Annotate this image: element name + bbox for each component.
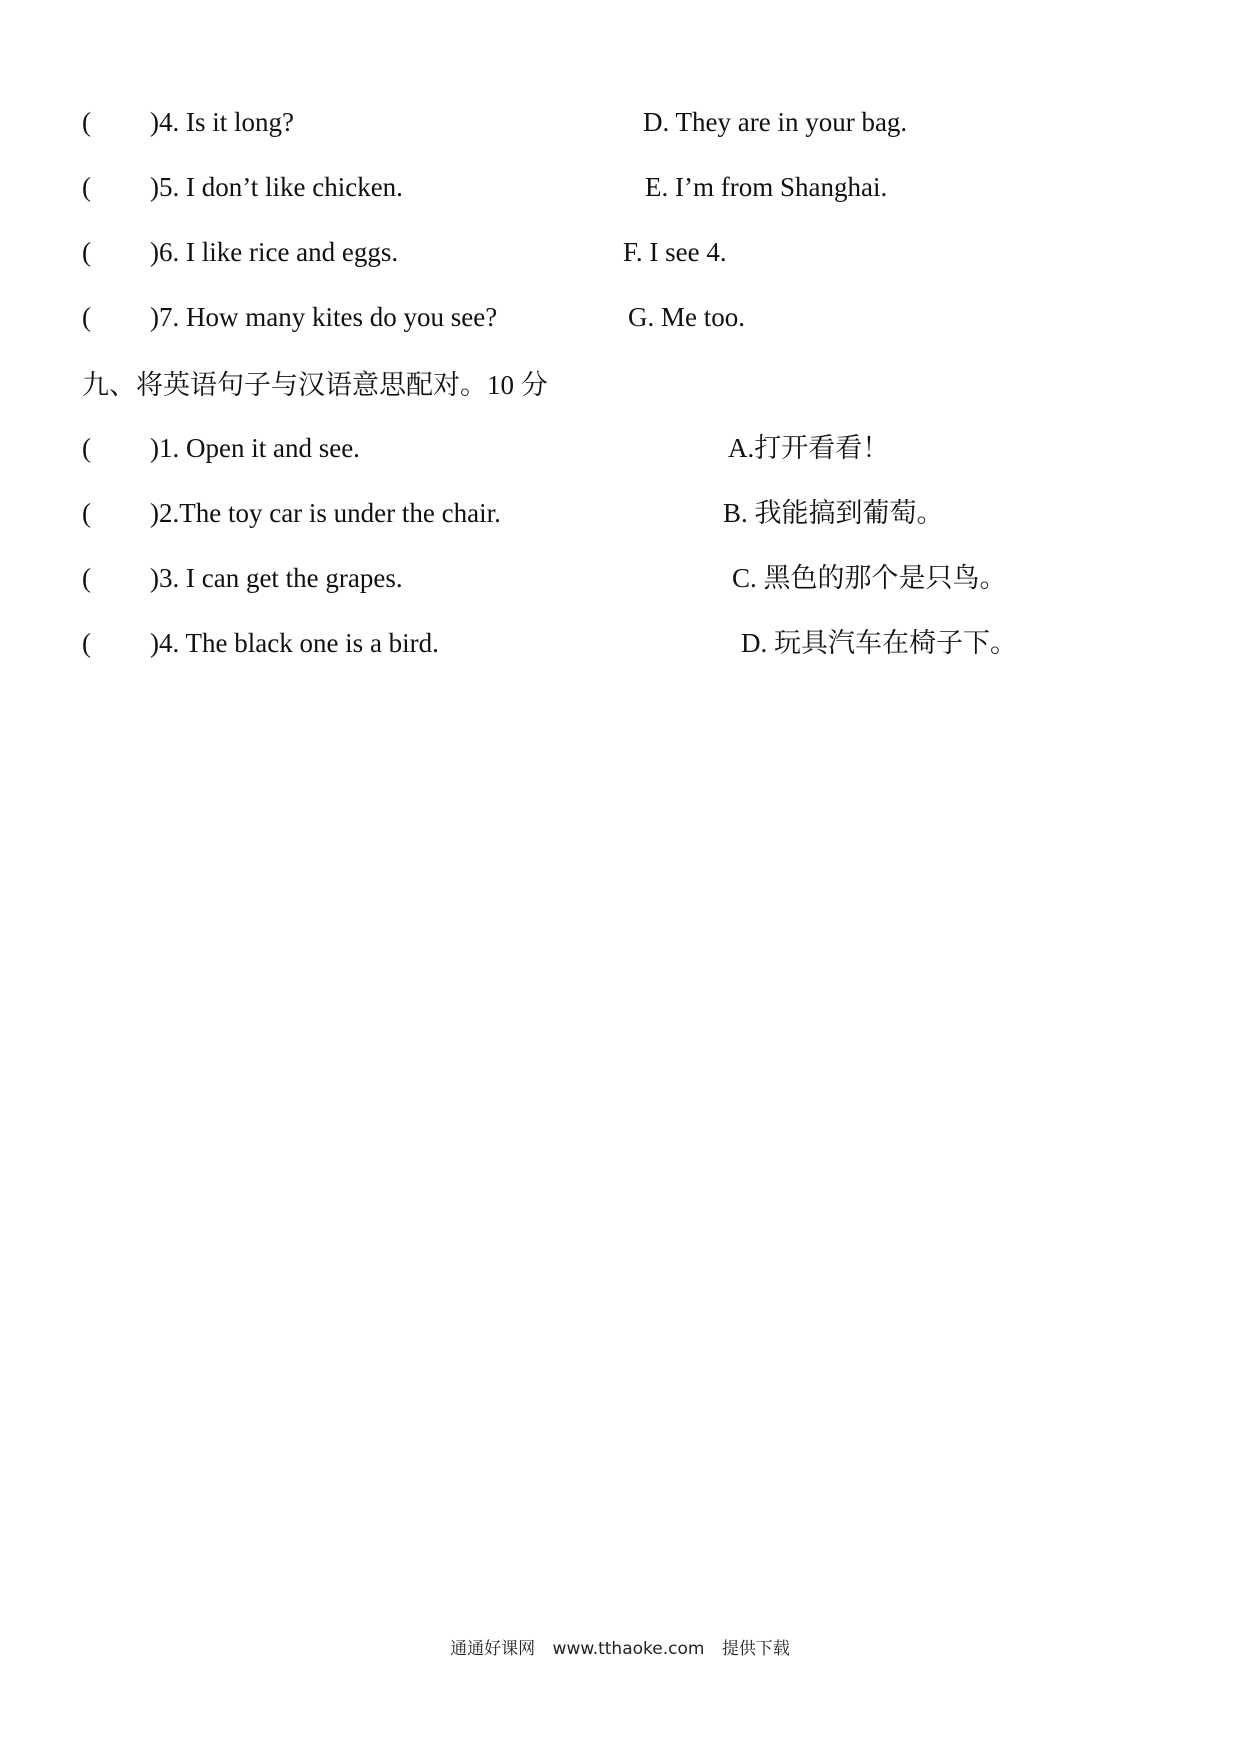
question-text: )6. I like rice and eggs. xyxy=(150,237,399,267)
answer-paren: ( xyxy=(82,107,91,137)
answer-option: F. I see 4. xyxy=(623,237,727,267)
footer-url[interactable]: www.tthaoke.com xyxy=(552,1639,705,1659)
answer-paren: ( xyxy=(82,237,91,267)
answer-option: E. I’m from Shanghai. xyxy=(645,172,888,202)
answer-option: B. 我能搞到葡萄。 xyxy=(723,498,944,528)
matching-row xyxy=(0,428,1240,468)
question-text: )4. Is it long? xyxy=(150,107,294,137)
answer-paren: ( xyxy=(82,498,91,528)
answer-option: A.打开看看！ xyxy=(728,433,890,463)
question-text: )7. How many kites do you see? xyxy=(150,302,498,332)
answer-paren: ( xyxy=(82,628,91,658)
answer-paren: ( xyxy=(82,302,91,332)
answer-paren: ( xyxy=(82,172,91,202)
matching-row xyxy=(0,623,1240,663)
matching-row xyxy=(0,102,1240,142)
footer-note: 提供下载 xyxy=(721,1639,790,1659)
answer-option: D. 玩具汽车在椅子下。 xyxy=(741,628,1017,658)
question-text: )3. I can get the grapes. xyxy=(150,563,403,593)
matching-row xyxy=(0,558,1240,598)
matching-row xyxy=(0,493,1240,533)
section-heading: 九、将英语句子与汉语意思配对。10 分 xyxy=(82,370,548,400)
matching-row xyxy=(0,297,1240,337)
answer-paren: ( xyxy=(82,563,91,593)
answer-option: D. They are in your bag. xyxy=(643,107,908,137)
question-text: )5. I don’t like chicken. xyxy=(150,172,403,202)
footer-site-name: 通通好课网 xyxy=(450,1639,536,1659)
question-text: )4. The black one is a bird. xyxy=(150,628,439,658)
answer-option: C. 黑色的那个是只鸟。 xyxy=(732,563,1007,593)
matching-row xyxy=(0,167,1240,207)
answer-option: G. Me too. xyxy=(628,302,745,332)
matching-row xyxy=(0,232,1240,272)
question-text: )1. Open it and see. xyxy=(150,433,360,463)
page-footer xyxy=(0,1637,1240,1661)
question-text: )2.The toy car is under the chair. xyxy=(150,498,501,528)
answer-paren: ( xyxy=(82,433,91,463)
